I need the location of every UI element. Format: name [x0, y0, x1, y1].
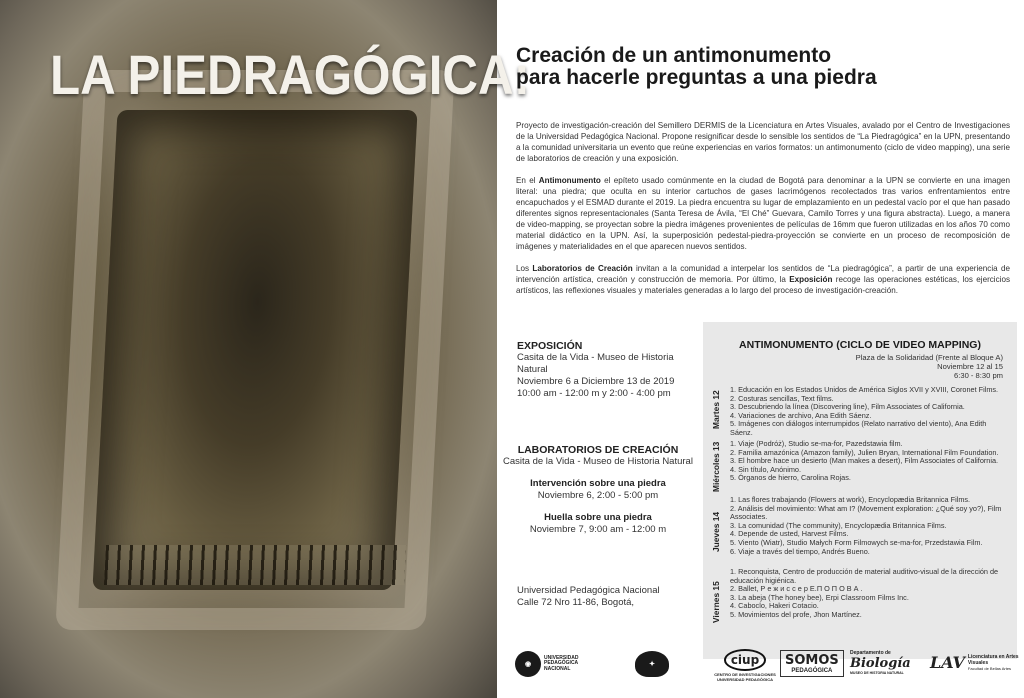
film-item: 6. Viaje a través del tiempo, Andrés Bueno. — [730, 546, 870, 556]
lav-logo — [930, 653, 1024, 672]
day-label: Jueves 14 — [711, 511, 721, 553]
somos-pedagogica-logo — [780, 650, 844, 677]
ciup-logo-label: CENTRO DE INVESTIGACIONES UNIVERSIDAD PEDAGÓGICA — [714, 672, 776, 682]
university-name: Universidad Pedagógica Nacional — [517, 585, 660, 596]
antimonumento-place: Plaza de la Solidaridad (Frente al Bloque A) — [855, 353, 1003, 362]
somos-mark: SOMOS — [785, 653, 839, 668]
antimonumento-hours: 6:30 - 8:30 pm — [954, 371, 1003, 380]
film-item: 1. Reconquista, Centro de producción de material auditivo-visual de la dirección de educación higiénica. — [730, 567, 999, 585]
somos-label: PEDAGÓGICA — [791, 668, 833, 674]
film-item: 2. Ballet, Р е ж и с с е р Е.П О П О В А . — [730, 584, 863, 594]
film-item: 3. Descubriendo la línea (Discovering line), Film Associates of California. — [730, 402, 965, 412]
day-label: Viernes 15 — [711, 581, 721, 623]
film-list — [730, 440, 1010, 483]
biologia-sub: MUSEO DE HISTORIA NATURAL — [850, 671, 904, 675]
stone-spikes — [104, 545, 406, 585]
film-item: 5. Órganos de hierro, Carolina Rojas. — [730, 473, 851, 483]
workshop-date: Noviembre 7, 9:00 am - 12:00 m — [529, 524, 667, 535]
upn-logo — [515, 651, 604, 677]
day-miercoles — [703, 440, 1017, 494]
film-item: 3. La comunidad (The community), Encyclopædia Britannica Films. — [730, 520, 947, 530]
laboratorios-block — [503, 444, 693, 536]
exposicion-block — [517, 340, 697, 400]
film-item: 1. Las flores trabajando (Flowers at work), Encyclopædia Britannica Films. — [730, 495, 971, 504]
workshop-1 — [503, 478, 693, 502]
film-list — [730, 386, 1010, 438]
film-item: 4. Caboclo, Hakeri Cotacio. — [730, 601, 819, 611]
day-label: Martes 12 — [711, 390, 721, 430]
subtitle-line-2: para hacerle preguntas a una piedra — [516, 66, 877, 89]
film-list — [730, 568, 1010, 620]
ciup-mark: ciup — [724, 649, 766, 671]
antimonumento-heading: ANTIMONUMENTO (CICLO DE VIDEO MAPPING) — [739, 339, 981, 351]
film-item: 1. Viaje (Podróż), Studio se-ma-for, Pazedstawia film. — [730, 439, 903, 448]
film-item: 4. Variaciones de archivo, Ana Edith Sáenz. — [730, 410, 872, 420]
lav-mark: LAV — [930, 653, 965, 672]
film-item: 3. El hombre hace un desierto (Man makes a desert), Film Associates of California. — [730, 456, 999, 466]
antimonumento-dates: Noviembre 12 al 15 — [937, 362, 1003, 371]
ciup-logo — [710, 649, 780, 682]
film-list — [730, 496, 1010, 556]
workshop-2 — [503, 512, 693, 536]
day-label: Miércoles 13 — [711, 441, 721, 493]
upn-seal-icon: ◉ — [515, 651, 541, 677]
workshop-title: Intervención sobre una piedra — [530, 478, 666, 489]
laboratorios-heading: LABORATORIOS DE CREACIÓN — [517, 444, 679, 456]
antimonumento-block — [703, 322, 1017, 659]
exposicion-heading: EXPOSICIÓN — [517, 340, 583, 352]
workshop-title: Huella sobre una piedra — [544, 512, 652, 523]
main-title: LA PIEDRAGÓGICA: — [50, 43, 531, 106]
film-item: 2. Costuras sencillas, Text films. — [730, 393, 834, 403]
film-item: 3. La abeja (The honey bee), Erpi Classroom Films Inc. — [730, 592, 909, 602]
lav-text: Licenciatura en Artes Visuales Facultad de Bellas Artes — [967, 653, 1019, 671]
exposicion-hours: 10:00 am - 12:00 m y 2:00 - 4:00 pm — [517, 388, 671, 399]
workshop-date: Noviembre 6, 2:00 - 5:00 pm — [537, 490, 659, 501]
university-street: Calle 72 Nro 11-86, Bogotá, — [517, 597, 635, 608]
film-item: 5. Viento (Wiatr), Studio Małych Form Filmowych se-ma-for, Przedstawia Film. — [730, 537, 983, 547]
exposicion-dates: Noviembre 6 a Diciembre 13 de 2019 — [517, 376, 675, 387]
film-item: 2. Análisis del movimiento: What am I? (Movement exploration: ¿Qué soy yo?), Film Associates. — [730, 503, 1002, 522]
film-item: 5. Movimientos del profe, Jhon Martínez. — [730, 609, 862, 619]
exposicion-place: Casita de la Vida - Museo de Historia Natural — [517, 352, 674, 375]
film-item: 1. Educación en los Estados Unidos de América Siglos XVII y XVIII, Coronet Films. — [730, 385, 999, 394]
biologia-label: Departamento de — [850, 650, 891, 656]
film-item: 4. Sin título, Anónimo. — [730, 464, 801, 474]
university-address — [517, 585, 697, 609]
subtitle-line-1: Creación de un antimonumento — [516, 44, 832, 67]
biologia-mark: Biología — [850, 656, 911, 671]
intro-paragraph-3: Los Laboratorios de Creación invitan a la comunidad a interpelar los sentidos de “La piedragógica”, a partir de una experiencia de intervención artística, creación y construcción de memoria. Por último, la Exposición recoge las operaciones estéticas, los ejercicios artísticos, las reflexiones visuales y materiales generadas a lo largo del proceso de investigación-creación. — [516, 264, 1011, 295]
laboratorios-place: Casita de la Vida - Museo de Historia Natural — [503, 456, 693, 467]
upn-logo-label: UNIVERSIDAD PEDAGÓGICA NACIONAL — [544, 654, 579, 672]
intro-text — [516, 120, 1010, 307]
intro-paragraph-1: Proyecto de investigación-creación del Semillero DERMIS de la Licenciatura en Artes Visuales, avalado por el Centro de Investigaciones de la Universidad Pedagógica Nacional. Propone resignificar desde lo sensible los sentidos de “La Piedragógica” en la UPN, presentando a la comunidad universitaria un evento que reúne experiencias en varios formatos: un antimonumento (ciclo de video mapping), una serie de laboratorios de creación y una exposición. — [516, 121, 1010, 163]
day-jueves — [703, 496, 1017, 568]
film-item: 5. Imágenes con diálogos interrumpidos (Relato narrativo del viento), Ana Edith Sáenz. — [730, 419, 987, 437]
subtitle — [516, 45, 1016, 89]
dermis-logo — [635, 651, 669, 677]
day-martes — [703, 385, 1017, 437]
stone-cavity — [92, 110, 417, 590]
antimonumento-details — [743, 353, 1003, 380]
dermis-emblem-icon: ✦ — [635, 651, 669, 677]
biologia-logo — [850, 650, 911, 675]
film-item: 2. Familia amazónica (Amazon family), Julien Bryan, International Film Foundation. — [730, 447, 999, 457]
day-viernes — [703, 568, 1017, 636]
intro-paragraph-2: En el Antimonumento el epíteto usado comúnmente en la ciudad de Bogotá para denominar a la UPN se convierte en una imagen literal: una piedra; que oculta en su interior cartuchos de gases lacrimógenos recolectados tras varios enfrentamientos entre encapuchados y el ESMAD durante el 2019. La piedra encuentra su lugar de emplazamiento en un pedestal vacío por el que han pasado diferentes signos representacionales (Santa Teresa de Ávila, “El Ché” Guevara, Camilo Torres y una figura abstracta). Luego, a manera de video-mapping, se proyectan sobre la piedra imágenes provenientes de películas de 16mm que fueron utilizadas en los años 70 como material didáctico en la UPN. Así, la superposición pedestal-piedra-proyección se convierte en un proceso de recomposición de imágenes y materialidades en el que aparecen nuevos sentidos. — [516, 176, 1010, 251]
sponsor-logos — [505, 644, 1024, 698]
film-item: 4. Depende de usted, Harvest Films. — [730, 529, 849, 539]
